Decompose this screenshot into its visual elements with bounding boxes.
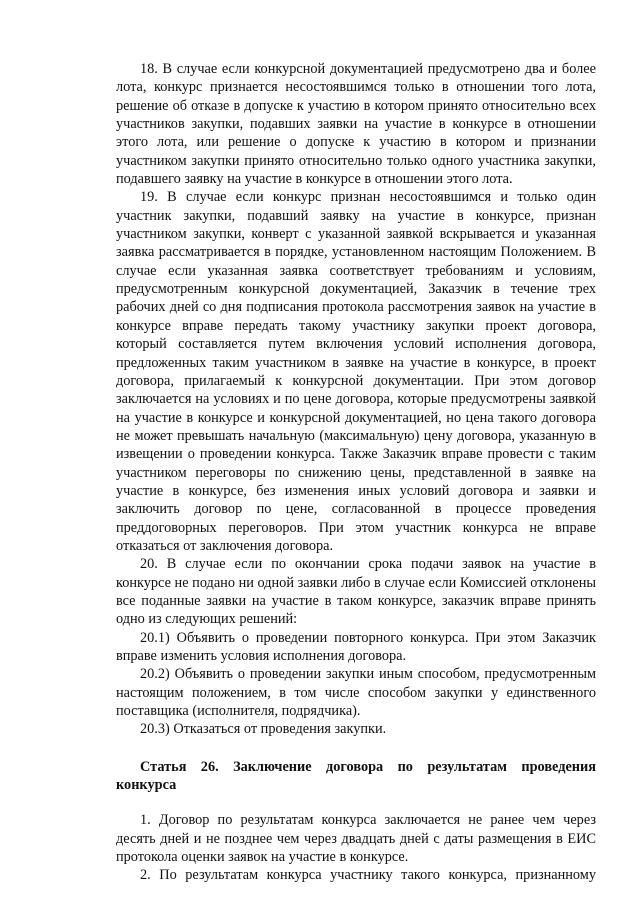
- article-26-heading: [116, 758, 596, 795]
- article-26-paragraph-1: 1. Договор по результатам конкурса заключается не ранее чем через десять дней и не позднее чем через двадцать дней с даты размещения в ЕИС протокола оценки заявок на участие в конкурсе.: [116, 812, 596, 866]
- article-26-heading-line-1: Статья 26. Заключение договора по результатам проведения: [140, 758, 596, 775]
- paragraph-19: 19. В случае если конкурс признан несостоявшимся и только один участник закупки, подавший заявку на участие в конкурсе, признан участником закупки, конверт с указанной заявкой вскрывается и указанная заявка рассматривается в порядке, установленном настоящим Положением. В случае если указанная заявка соответствует требованиям и условиям, предусмотренным конкурсной документацией, Заказчик в течение трех рабочих дней со дня подписания протокола рассмотрения заявок на участие в конкурсе вправе передать такому участнику закупки проект договора, который составляется путем включения условий исполнения договора, предложенных таким участником в заявке на участие в конкурсе, в проект договора, прилагаемый к конкурсной документации. При этом договор заключается на условиях и по цене договора, которые предусмотрены заявкой на участие в конкурсе и конкурсной документацией, но цена такого договора не может превышать начальную (максимальную) цену договора, указанную в извещении о проведении конкурса. Также Заказчик вправе провести с таким участником переговоры по снижению цены, представленной в заявке на участие в конкурсе, без изменения иных условий договора и заявки и заключить договор по цене, согласованной в процессе проведения преддоговорных переговоров. При этом участник конкурса не вправе отказаться от заключения договора.: [116, 189, 596, 554]
- paragraph-20-3: 20.3) Отказаться от проведения закупки.: [140, 721, 387, 738]
- paragraph-20: 20. В случае если по окончании срока подачи заявок на участие в конкурсе не подано ни одной заявки либо в случае если Комиссией отклонены все поданные заявки на участие в таком конкурсе, заказчик вправе принять одно из следующих решений:: [116, 556, 596, 628]
- article-26-paragraph-2: 2. По результатам конкурса участнику такого конкурса, признанному: [140, 867, 596, 884]
- paragraph-20-1: 20.1) Объявить о проведении повторного конкурса. При этом Заказчик вправе изменить условия исполнения договора.: [116, 629, 596, 664]
- paragraph-20-2: 20.2) Объявить о проведении закупки иным способом, предусмотренным настоящим положением, в том числе способом закупки у единственного поставщика (исполнителя, подрядчика).: [116, 666, 596, 720]
- document-body: [116, 60, 596, 885]
- paragraph-18: 18. В случае если конкурсной документацией предусмотрено два и более лота, конкурс признается несостоявшимся только в отношении того лота, решение об отказе в допуске к участию в котором принято относительно всех участников закупки, подавших заявки на участие в конкурсе в отношении этого лота, или решение о допуске к участию в котором и признании участником закупки принято относительно только одного участника закупки, подавшего заявку на участие в конкурсе в отношении этого лота.: [116, 61, 596, 188]
- article-26-heading-line-2: конкурса: [116, 777, 177, 794]
